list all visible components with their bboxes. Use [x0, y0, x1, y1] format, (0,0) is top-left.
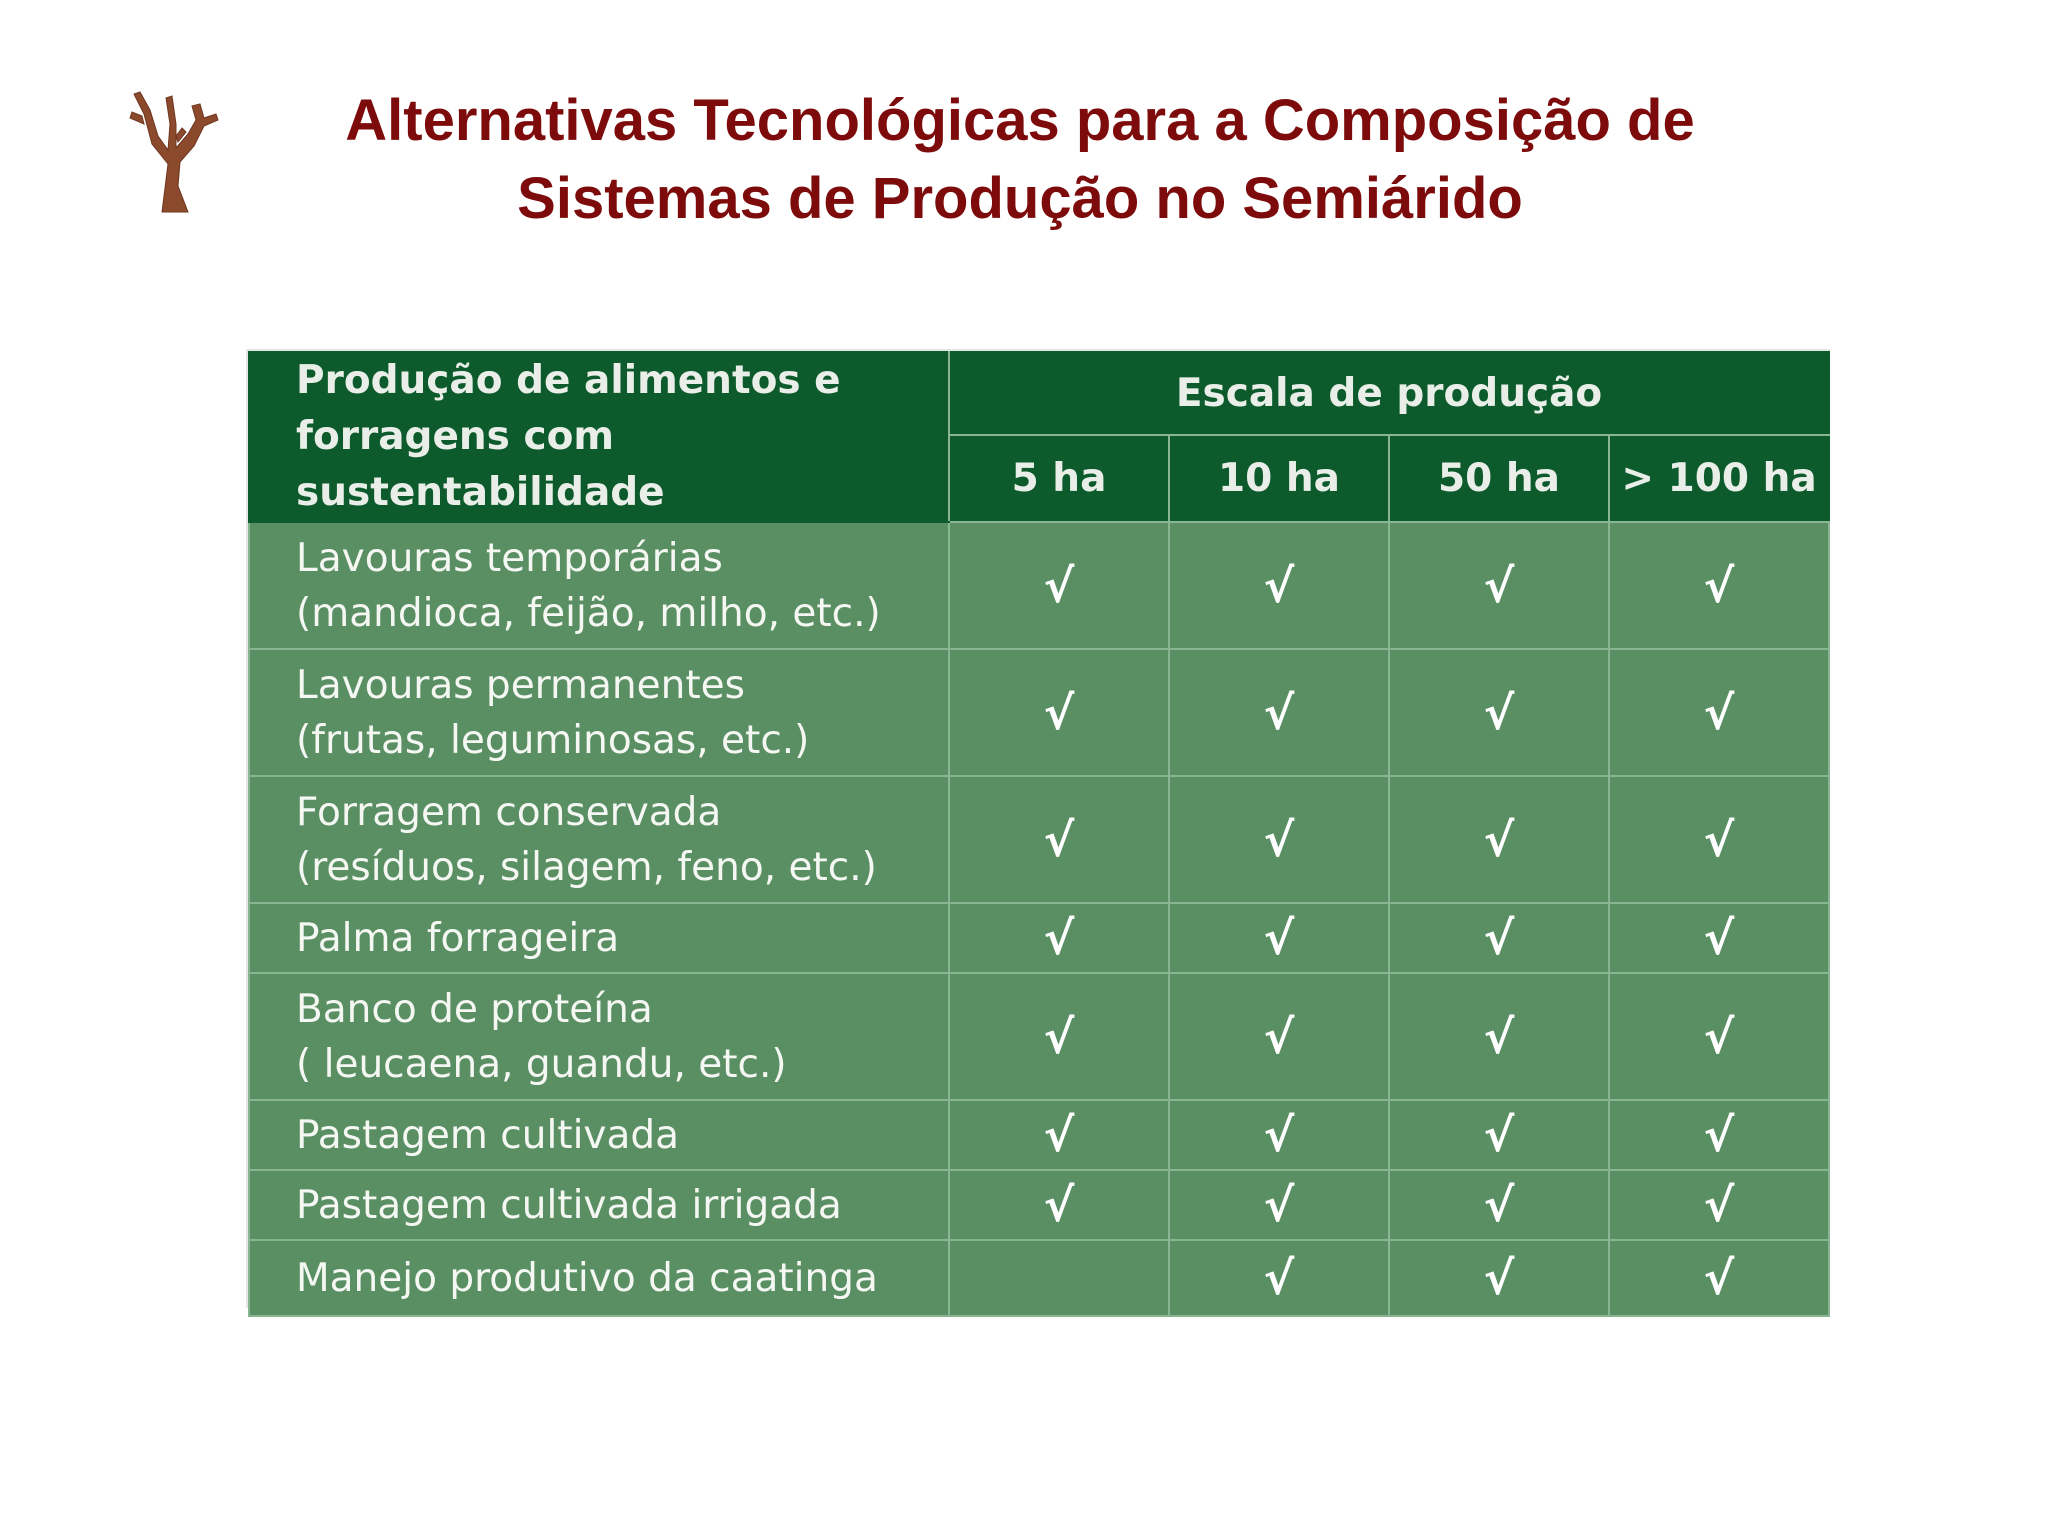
row-label: [249, 776, 949, 903]
check-mark-icon: √: [1169, 649, 1389, 776]
row-label-line-1: Forragem conservada: [296, 789, 722, 835]
row-label-line-1: Pastagem cultivada: [296, 1112, 680, 1158]
row-label-line-1: Pastagem cultivada irrigada: [296, 1182, 842, 1228]
table-row: [249, 973, 1829, 1100]
check-mark-icon: √: [1609, 1100, 1829, 1170]
check-mark-icon: √: [1169, 1100, 1389, 1170]
row-label-line-1: Lavouras permanentes: [296, 662, 745, 708]
check-mark-icon: √: [1609, 903, 1829, 973]
check-mark-icon: √: [1389, 776, 1609, 903]
check-mark-icon: √: [949, 973, 1169, 1100]
check-mark-icon: √: [1389, 1170, 1609, 1240]
check-mark-icon: √: [1609, 649, 1829, 776]
check-mark-icon: √: [1389, 522, 1609, 649]
row-label: [249, 1100, 949, 1170]
title-line-2: Sistemas de Produção no Semiárido: [517, 166, 1523, 231]
row-label-line-2: ( leucaena, guandu, etc.): [296, 1041, 787, 1087]
check-mark-icon: √: [1389, 973, 1609, 1100]
check-mark-icon: √: [1169, 776, 1389, 903]
row-label-line-1: Manejo produtivo da caatinga: [296, 1255, 878, 1301]
row-label: [249, 1240, 949, 1316]
table-row: [249, 1170, 1829, 1240]
check-mark-icon: √: [949, 649, 1169, 776]
table-body: [249, 522, 1829, 1316]
table-row: [249, 1240, 1829, 1316]
title-line-1: Alternativas Tecnológicas para a Composição de: [345, 88, 1695, 153]
production-table-container: [246, 349, 1830, 1308]
check-mark-icon: √: [949, 776, 1169, 903]
row-label: [249, 973, 949, 1100]
check-mark-icon: √: [949, 1100, 1169, 1170]
table-row: [249, 776, 1829, 903]
check-mark-icon: √: [1169, 973, 1389, 1100]
row-label-line-1: Lavouras temporárias: [296, 535, 723, 581]
check-mark-icon: √: [1389, 1240, 1609, 1316]
row-label: [249, 649, 949, 776]
check-mark-icon: √: [1609, 1240, 1829, 1316]
check-mark-icon: √: [1609, 973, 1829, 1100]
header-main-line-1: Produção de alimentos e: [296, 358, 841, 403]
row-label: [249, 522, 949, 649]
check-mark-icon: √: [1609, 522, 1829, 649]
row-label-line-2: (resíduos, silagem, feno, etc.): [296, 844, 877, 890]
row-label-line-1: Banco de proteína: [296, 986, 653, 1032]
page-title: [230, 82, 1810, 238]
row-label-line-1: Palma forrageira: [296, 915, 620, 961]
check-mark-icon: √: [1169, 1170, 1389, 1240]
table-row: [249, 1100, 1829, 1170]
row-label: [249, 903, 949, 973]
header-size-over-100ha: > 100 ha: [1609, 435, 1829, 522]
table-row: [249, 649, 1829, 776]
header-size-50ha: 50 ha: [1389, 435, 1609, 522]
check-mark-icon: √: [949, 1170, 1169, 1240]
header-size-5ha: 5 ha: [949, 435, 1169, 522]
check-mark-icon: √: [1169, 903, 1389, 973]
row-label-line-2: (frutas, leguminosas, etc.): [296, 717, 810, 763]
empty-cell: [949, 1240, 1169, 1316]
check-mark-icon: √: [1389, 649, 1609, 776]
check-mark-icon: √: [1389, 903, 1609, 973]
table-row: [249, 903, 1829, 973]
check-mark-icon: √: [1169, 1240, 1389, 1316]
check-mark-icon: √: [1609, 776, 1829, 903]
header-production-type: [249, 352, 949, 522]
header-size-10ha: 10 ha: [1169, 435, 1389, 522]
row-label: [249, 1170, 949, 1240]
header-production-scale: Escala de produção: [949, 352, 1829, 435]
check-mark-icon: √: [1389, 1100, 1609, 1170]
table-row: [249, 522, 1829, 649]
check-mark-icon: √: [949, 903, 1169, 973]
check-mark-icon: √: [949, 522, 1169, 649]
header-main-line-2: forragens com sustentabilidade: [296, 414, 665, 515]
production-table: [248, 351, 1830, 1317]
tree-logo-icon: [122, 84, 222, 214]
row-label-line-2: (mandioca, feijão, milho, etc.): [296, 590, 881, 636]
check-mark-icon: √: [1169, 522, 1389, 649]
check-mark-icon: √: [1609, 1170, 1829, 1240]
